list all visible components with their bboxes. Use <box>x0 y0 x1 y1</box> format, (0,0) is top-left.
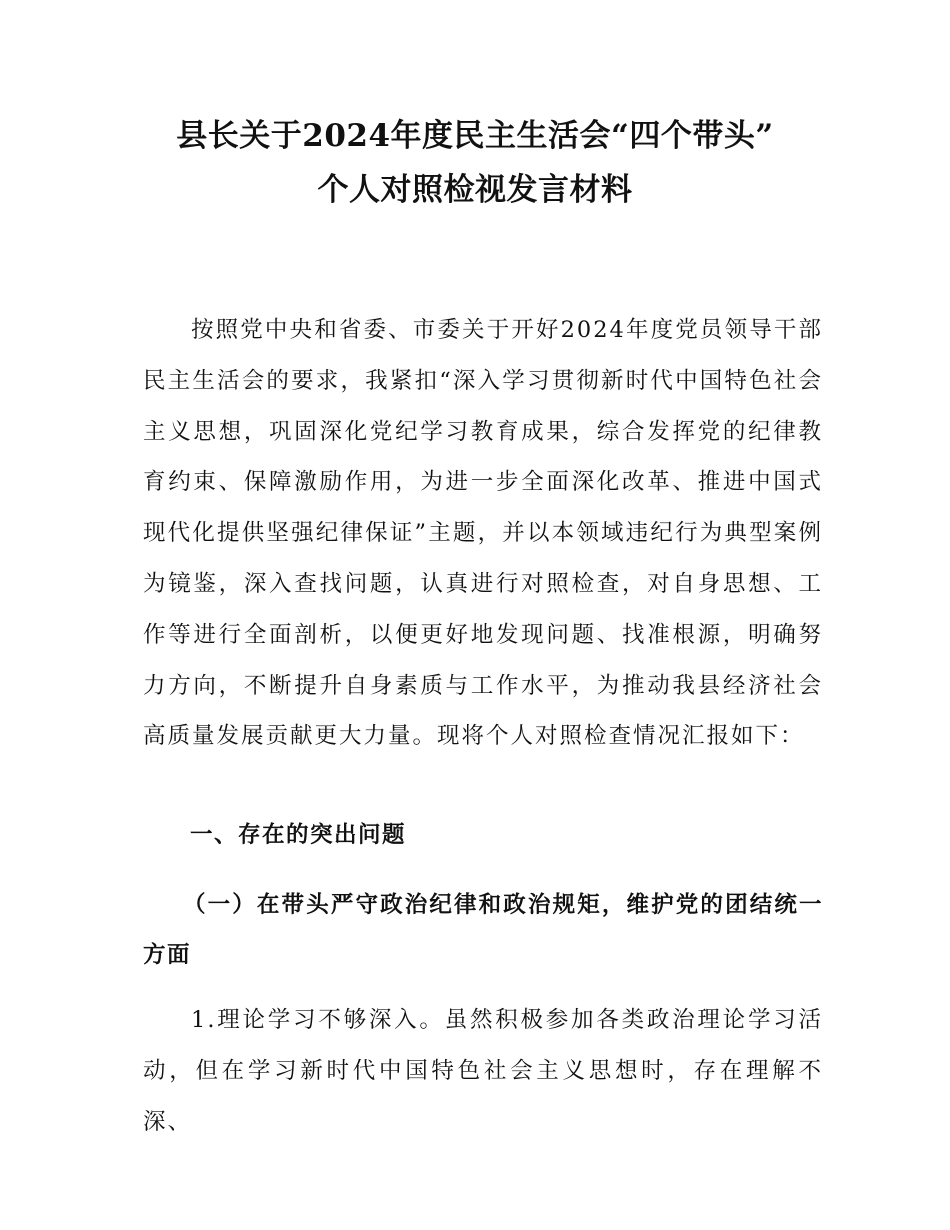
subsection-heading: （一）在带头严守政治纪律和政治规矩，维护党的团结统一方面 <box>143 892 823 968</box>
intro-paragraph: 按照党中央和省委、市委关于开好2024年度党员领导干部民主生活会的要求，我紧扣“深入学习贯彻新时代中国特色社会主义思想，巩固深化党纪学习教育成果，综合发挥党的纪律教育约束、保障激励作用，为进一步全面深化改革、推进中国式现代化提供坚强纪律保证”主题，并以本领域违纪行为典型案例为镜鉴，深入查找问题，认真进行对照检查，对自身思想、工作等进行全面剖析，以便更好地发现问题、找准根源，明确努力方向，不断提升自身素质与工作水平，为推动我县经济社会高质量发展贡献更大力量。现将个人对照检查情况汇报如下： <box>143 317 823 750</box>
document-title-line-1: 县长关于2024年度民主生活会“四个带头” <box>176 118 774 154</box>
section-heading: 一、存在的突出问题 <box>190 822 407 848</box>
item-paragraph-1: 1.理论学习不够深入。虽然积极参加各类政治理论学习活动，但在学习新时代中国特色社会主义思想时，存在理解不深、 <box>143 1007 823 1135</box>
document-title-line-2: 个人对照检视发言材料 <box>317 172 633 208</box>
